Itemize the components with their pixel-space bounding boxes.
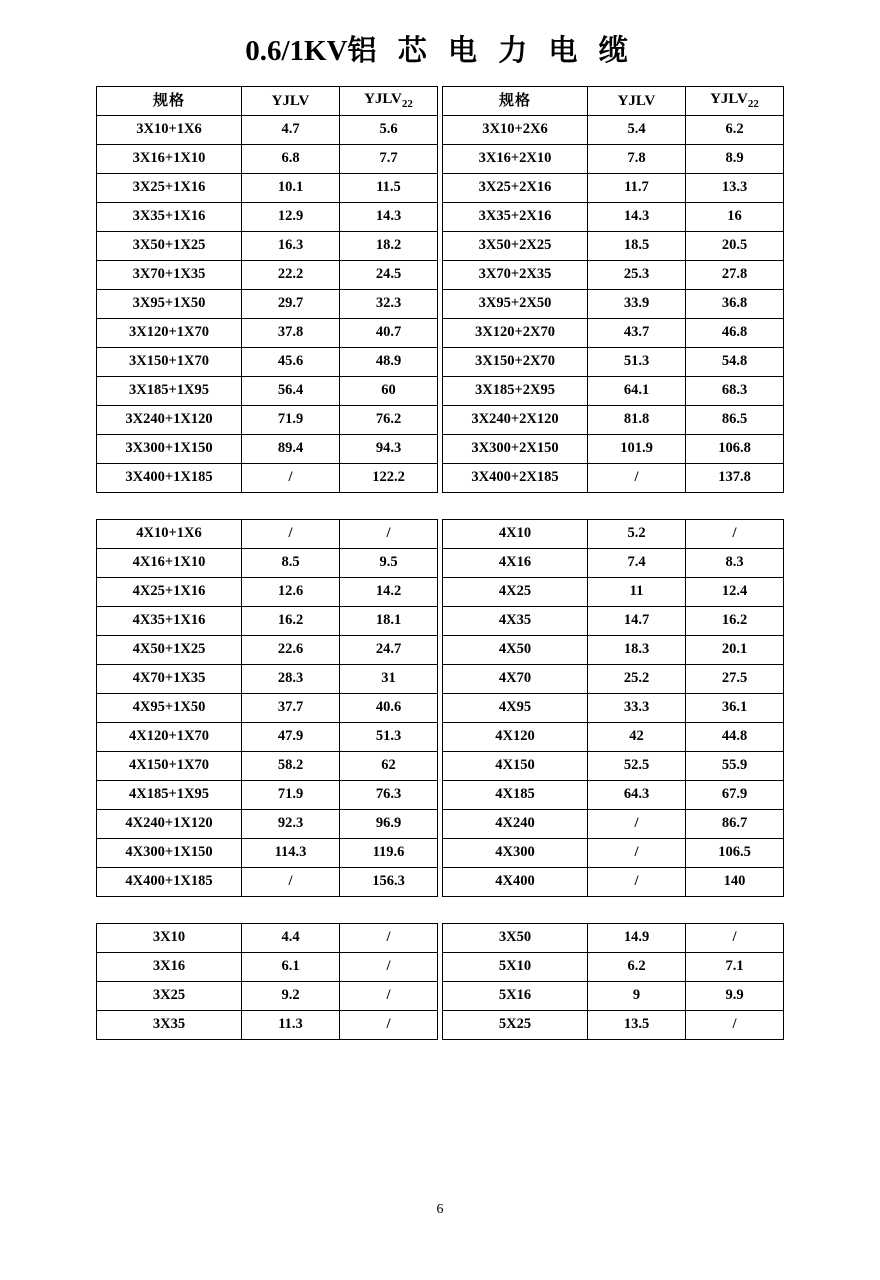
cell-yjlv: 71.9 [242,780,340,809]
table-row [97,635,438,664]
cell-spec: 5X25 [443,1010,588,1039]
cell-yjlv: 33.9 [588,289,686,318]
cell-yjlv: / [242,519,340,548]
table-row [97,577,438,606]
cell-yjlv: 16.2 [242,606,340,635]
cell-yjlv22: 36.8 [686,289,784,318]
table-row [97,318,438,347]
table-header-row [97,86,438,115]
cell-spec: 3X16 [97,952,242,981]
cell-yjlv22: 14.3 [340,202,438,231]
table-row [97,260,438,289]
cell-yjlv: 33.3 [588,693,686,722]
cell-yjlv: 22.2 [242,260,340,289]
cell-spec: 3X25+1X16 [97,173,242,202]
cell-yjlv22: 44.8 [686,722,784,751]
table-row [443,115,784,144]
cell-yjlv: 51.3 [588,347,686,376]
cell-spec: 3X95+1X50 [97,289,242,318]
cell-spec: 3X10+1X6 [97,115,242,144]
cell-yjlv: 56.4 [242,376,340,405]
cell-spec: 4X150+1X70 [97,751,242,780]
cell-yjlv22: / [340,981,438,1010]
table-row [97,867,438,896]
table-row [443,231,784,260]
cell-yjlv22: 96.9 [340,809,438,838]
cell-yjlv: 11.3 [242,1010,340,1039]
cell-yjlv22: / [340,952,438,981]
cell-yjlv: 28.3 [242,664,340,693]
cell-yjlv: 9 [588,981,686,1010]
table-row [97,952,438,981]
cell-spec: 3X70+2X35 [443,260,588,289]
cell-yjlv22: 9.9 [686,981,784,1010]
cell-yjlv22: / [686,923,784,952]
cell-yjlv22: 18.1 [340,606,438,635]
cell-spec: 3X50+1X25 [97,231,242,260]
cell-yjlv: 81.8 [588,405,686,434]
cell-yjlv22: 86.5 [686,405,784,434]
table-row [97,115,438,144]
cell-yjlv: 6.1 [242,952,340,981]
cell-yjlv22: 48.9 [340,347,438,376]
cell-spec: 3X240+1X120 [97,405,242,434]
cell-yjlv22: 94.3 [340,434,438,463]
table-row [443,923,784,952]
cell-yjlv22: 6.2 [686,115,784,144]
yjlv22-base: YJLV [710,91,748,108]
cell-spec: 3X70+1X35 [97,260,242,289]
table-row [97,606,438,635]
cell-yjlv: 18.5 [588,231,686,260]
cell-yjlv: 11.7 [588,173,686,202]
cell-yjlv22: 24.5 [340,260,438,289]
table-row [443,838,784,867]
table-row [97,751,438,780]
cell-yjlv: 5.4 [588,115,686,144]
cell-spec: 4X50 [443,635,588,664]
table-row [97,1010,438,1039]
cell-yjlv22: 5.6 [340,115,438,144]
cell-spec: 3X35+1X16 [97,202,242,231]
page-number: 6 [436,1202,444,1217]
cell-spec: 3X10 [97,923,242,952]
table-row [443,260,784,289]
cell-yjlv: 47.9 [242,722,340,751]
cell-yjlv22: / [686,1010,784,1039]
cell-spec: 3X95+2X50 [443,289,588,318]
cell-yjlv: / [588,867,686,896]
cell-yjlv: 22.6 [242,635,340,664]
cell-yjlv: 37.7 [242,693,340,722]
column-header-yjlv: YJLV [588,86,686,115]
table-row [97,202,438,231]
table-row [443,434,784,463]
table-row [97,838,438,867]
cell-spec: 4X10 [443,519,588,548]
cell-yjlv: 9.2 [242,981,340,1010]
table-row [97,809,438,838]
cell-spec: 4X35 [443,606,588,635]
cell-yjlv: 18.3 [588,635,686,664]
table-row [97,463,438,492]
cell-yjlv22: 27.5 [686,664,784,693]
cell-spec: 4X25 [443,577,588,606]
table-row [97,722,438,751]
column-header-spec: 规格 [97,86,242,115]
table-row [443,577,784,606]
cell-yjlv22: / [340,1010,438,1039]
cell-yjlv22: 8.9 [686,144,784,173]
table-row [443,405,784,434]
cell-yjlv22: 31 [340,664,438,693]
cell-yjlv22: 54.8 [686,347,784,376]
cell-yjlv: 16.3 [242,231,340,260]
cell-spec: 4X35+1X16 [97,606,242,635]
cell-yjlv22: 14.2 [340,577,438,606]
tables-area [0,86,880,1040]
cell-spec: 4X70 [443,664,588,693]
document-page [0,36,880,1280]
cell-spec: 4X120 [443,722,588,751]
cell-yjlv: 10.1 [242,173,340,202]
table-1-left [96,86,438,493]
cell-yjlv: 101.9 [588,434,686,463]
cell-spec: 3X400+1X185 [97,463,242,492]
cell-yjlv: 5.2 [588,519,686,548]
table-row [97,434,438,463]
table-row [443,952,784,981]
table-row [443,693,784,722]
cell-spec: 3X240+2X120 [443,405,588,434]
cell-spec: 4X70+1X35 [97,664,242,693]
table-2-right [442,519,784,897]
table-row [97,780,438,809]
cell-yjlv22: 119.6 [340,838,438,867]
table-3-left [96,923,438,1040]
cell-spec: 4X16 [443,548,588,577]
cell-spec: 3X50 [443,923,588,952]
cell-yjlv22: 11.5 [340,173,438,202]
cell-yjlv22: 9.5 [340,548,438,577]
cell-yjlv22: 122.2 [340,463,438,492]
cell-yjlv22: 32.3 [340,289,438,318]
cell-spec: 5X16 [443,981,588,1010]
table-row [97,519,438,548]
table-row [443,606,784,635]
table-row [97,376,438,405]
table-row [443,1010,784,1039]
cell-yjlv22: 40.6 [340,693,438,722]
table-row [97,144,438,173]
table-row [97,405,438,434]
cell-yjlv22: 55.9 [686,751,784,780]
cell-yjlv: 89.4 [242,434,340,463]
table-row [443,463,784,492]
cell-yjlv22: 40.7 [340,318,438,347]
cell-yjlv: / [588,463,686,492]
cell-spec: 3X300+2X150 [443,434,588,463]
cell-spec: 5X10 [443,952,588,981]
table-row [443,867,784,896]
cell-yjlv22: 16.2 [686,606,784,635]
cell-spec: 4X120+1X70 [97,722,242,751]
table-row [443,722,784,751]
cell-yjlv: / [588,809,686,838]
table-row [97,289,438,318]
table-row [443,548,784,577]
cell-yjlv22: / [340,519,438,548]
yjlv22-base: YJLV [364,91,402,108]
cell-yjlv22: 137.8 [686,463,784,492]
table-2-left [96,519,438,897]
yjlv22-subscript: 22 [747,98,759,111]
cell-spec: 3X150+2X70 [443,347,588,376]
cell-spec: 4X240+1X120 [97,809,242,838]
cell-yjlv22: 86.7 [686,809,784,838]
cell-spec: 3X10+2X6 [443,115,588,144]
cell-yjlv22: 156.3 [340,867,438,896]
cell-yjlv: 6.8 [242,144,340,173]
column-header-yjlv22 [686,86,784,115]
page-title-cjk: 铝 芯 电 力 电 缆 [347,35,635,67]
cell-yjlv: 37.8 [242,318,340,347]
cell-yjlv: 64.1 [588,376,686,405]
table-row [443,202,784,231]
cell-spec: 4X16+1X10 [97,548,242,577]
cell-spec: 4X185 [443,780,588,809]
table-header-row [443,86,784,115]
table-row [443,780,784,809]
cell-spec: 4X25+1X16 [97,577,242,606]
table-row [97,347,438,376]
cell-yjlv: 4.4 [242,923,340,952]
cell-spec: 4X240 [443,809,588,838]
cell-yjlv22: 51.3 [340,722,438,751]
cell-spec: 3X25 [97,981,242,1010]
table-row [443,635,784,664]
table-row [443,751,784,780]
cell-yjlv: 52.5 [588,751,686,780]
cell-spec: 3X300+1X150 [97,434,242,463]
page-title [0,36,880,68]
cell-yjlv: 6.2 [588,952,686,981]
cell-yjlv22: 60 [340,376,438,405]
cell-yjlv22: 76.3 [340,780,438,809]
cell-spec: 4X300+1X150 [97,838,242,867]
table-row [443,173,784,202]
table-3-right [442,923,784,1040]
table-row [97,693,438,722]
cell-yjlv: 29.7 [242,289,340,318]
table-row [97,923,438,952]
cell-yjlv22: 68.3 [686,376,784,405]
cell-yjlv: 14.7 [588,606,686,635]
cell-yjlv22: 67.9 [686,780,784,809]
cell-spec: 4X95 [443,693,588,722]
column-header-yjlv22 [340,86,438,115]
cell-yjlv: 8.5 [242,548,340,577]
cell-spec: 3X16+2X10 [443,144,588,173]
cell-yjlv: 14.9 [588,923,686,952]
cell-spec: 3X120+1X70 [97,318,242,347]
table-row [97,231,438,260]
table-group-1 [96,86,784,493]
table-row [97,981,438,1010]
cell-yjlv22: 27.8 [686,260,784,289]
cell-spec: 4X185+1X95 [97,780,242,809]
page-title-prefix: 0.6/1KV [245,35,348,67]
cell-spec: 3X16+1X10 [97,144,242,173]
cell-yjlv: 42 [588,722,686,751]
cell-yjlv: 45.6 [242,347,340,376]
cell-yjlv22: 12.4 [686,577,784,606]
cell-yjlv22: 18.2 [340,231,438,260]
cell-spec: 3X35+2X16 [443,202,588,231]
cell-spec: 4X300 [443,838,588,867]
cell-spec: 3X150+1X70 [97,347,242,376]
cell-spec: 4X95+1X50 [97,693,242,722]
cell-yjlv22: 20.5 [686,231,784,260]
table-row [443,347,784,376]
cell-spec: 4X10+1X6 [97,519,242,548]
cell-spec: 3X185+2X95 [443,376,588,405]
cell-yjlv22: 7.1 [686,952,784,981]
table-group-3 [96,923,784,1040]
cell-yjlv: 13.5 [588,1010,686,1039]
cell-yjlv: 12.9 [242,202,340,231]
cell-yjlv: 25.2 [588,664,686,693]
cell-spec: 4X150 [443,751,588,780]
table-row [443,664,784,693]
cell-yjlv22: 20.1 [686,635,784,664]
cell-yjlv22: 16 [686,202,784,231]
cell-yjlv: 71.9 [242,405,340,434]
table-group-2 [96,519,784,897]
table-row [443,519,784,548]
table-row [97,548,438,577]
cell-spec: 4X50+1X25 [97,635,242,664]
cell-yjlv22: 8.3 [686,548,784,577]
cell-yjlv: 43.7 [588,318,686,347]
cell-spec: 3X400+2X185 [443,463,588,492]
cell-spec: 3X50+2X25 [443,231,588,260]
cell-spec: 4X400+1X185 [97,867,242,896]
table-1-right [442,86,784,493]
table-row [443,376,784,405]
cell-yjlv: 64.3 [588,780,686,809]
yjlv22-subscript: 22 [401,98,413,111]
table-row [443,981,784,1010]
cell-yjlv: 92.3 [242,809,340,838]
cell-spec: 3X120+2X70 [443,318,588,347]
cell-yjlv22: 46.8 [686,318,784,347]
cell-yjlv22: 36.1 [686,693,784,722]
cell-yjlv: / [242,463,340,492]
cell-yjlv: 7.8 [588,144,686,173]
cell-yjlv22: 140 [686,867,784,896]
column-header-spec: 规格 [443,86,588,115]
cell-yjlv: 4.7 [242,115,340,144]
cell-yjlv: 14.3 [588,202,686,231]
table-row [97,173,438,202]
cell-spec: 3X185+1X95 [97,376,242,405]
table-row [443,144,784,173]
table-row [443,289,784,318]
table-row [443,318,784,347]
cell-yjlv: / [242,867,340,896]
table-row [443,809,784,838]
cell-spec: 4X400 [443,867,588,896]
cell-yjlv: 12.6 [242,577,340,606]
cell-yjlv22: / [340,923,438,952]
cell-yjlv22: / [686,519,784,548]
cell-yjlv22: 76.2 [340,405,438,434]
cell-yjlv: 114.3 [242,838,340,867]
column-header-yjlv: YJLV [242,86,340,115]
cell-yjlv22: 62 [340,751,438,780]
cell-spec: 3X35 [97,1010,242,1039]
cell-yjlv: 58.2 [242,751,340,780]
cell-yjlv22: 24.7 [340,635,438,664]
cell-yjlv22: 13.3 [686,173,784,202]
cell-yjlv: 11 [588,577,686,606]
cell-yjlv: 25.3 [588,260,686,289]
cell-spec: 3X25+2X16 [443,173,588,202]
cell-yjlv: / [588,838,686,867]
cell-yjlv22: 7.7 [340,144,438,173]
cell-yjlv: 7.4 [588,548,686,577]
table-row [97,664,438,693]
cell-yjlv22: 106.8 [686,434,784,463]
cell-yjlv22: 106.5 [686,838,784,867]
